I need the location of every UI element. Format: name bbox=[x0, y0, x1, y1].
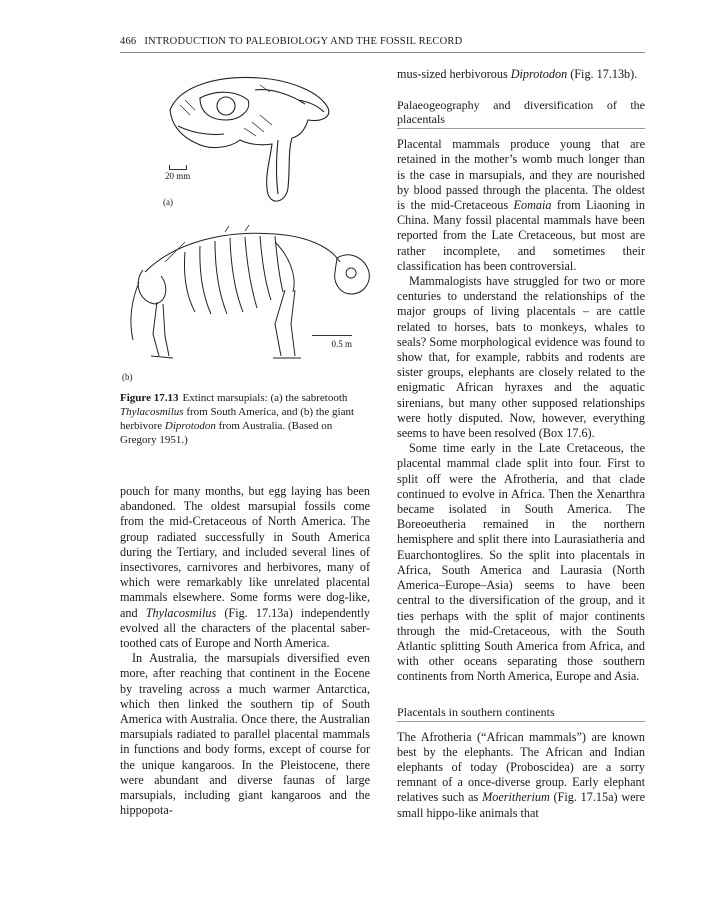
thylacosmilus-skull-illustration bbox=[160, 70, 335, 210]
text-run: (Fig. 17.13a) independently evolved all the characters of the placental saber-toothed cats of Europe and North America. bbox=[120, 605, 370, 651]
scale-bar-b bbox=[312, 335, 352, 349]
diprotodon-skeleton-illustration bbox=[125, 222, 375, 372]
paragraph bbox=[397, 137, 645, 274]
scale-bar-a-line bbox=[169, 165, 187, 170]
figure-panel-label-a: (a) bbox=[163, 197, 173, 207]
scale-bar-b-label: 0.5 m bbox=[331, 339, 352, 349]
text-run: (Fig. 17.13b). bbox=[567, 67, 638, 81]
caption-text-2: from South America, and (b) the giant herbivore bbox=[120, 406, 355, 432]
taxon-name: Diprotodon bbox=[510, 67, 568, 81]
caption-taxon-2: Diprotodon bbox=[164, 420, 216, 432]
text-run: mus-sized herbivorous bbox=[397, 67, 511, 81]
paragraph bbox=[120, 484, 370, 651]
figure-caption-label: Figure 17.13 bbox=[120, 392, 179, 404]
text-run: Placental mammals produce young that are retained in the mother’s womb much longer than is the case in marsupials, and they are nourished by blood passed through the placenta. The oldest is the mid-Cretaceous bbox=[397, 137, 645, 213]
section-heading-placentals-southern: Placentals in southern continents bbox=[397, 705, 645, 722]
taxon-name: Eomaia bbox=[513, 198, 552, 213]
caption-text-1: Extinct marsupials: (a) the sabretooth bbox=[182, 392, 348, 404]
figure-panel-label-b: (b) bbox=[122, 372, 133, 382]
scale-bar-b-line bbox=[312, 335, 352, 336]
scale-bar-a bbox=[165, 165, 190, 181]
left-column bbox=[120, 484, 370, 818]
figure-caption bbox=[120, 391, 370, 447]
right-column bbox=[397, 67, 645, 821]
text-run: (Fig. 17.15a) were small hippo-like animals that bbox=[397, 790, 646, 820]
paragraph: Some time early in the Late Cretaceous, the placental mammal clade split into four. First to split off were the Afrotheria, and that clade continued to evolve in Africa. Then the Xenarthra became isolated in South America. The Boreoeutheria remained in the northern hemisphere and split there into Laurasiatheria and Euarchontoglires. So the split into placentals in Africa, South America and Laurasia (North America–Europe–Asia) seems to have been central to the diversification of the group, and it ties perhaps with the split of major continents through the mid-Cretaceous, with the South Atlantic splitting South America from Africa, and with other oceans separating those southern continents from North America, Europe and Asia. bbox=[397, 441, 645, 684]
taxon-name: Thylacosmilus bbox=[145, 605, 217, 620]
paragraph: In Australia, the marsupials diversified even more, after reaching that continent in the Eocene by traveling across a much warmer Antarctica, which then linked the southern tip of South America with Australia. Once there, the Australian marsupials radiated to parallel placental mammals in functions and body forms, except of course for the unique kangaroos. In the Pleistocene, there were abundant and diverse faunas of large marsupials, including giant kangaroos and the hippopota- bbox=[120, 651, 370, 818]
scale-bar-a-label: 20 mm bbox=[165, 171, 191, 181]
taxon-name: Moeritherium bbox=[482, 790, 550, 805]
text-run: The Afrotheria (“African mammals”) are known best by the elephants. The African and Indian elephants of today (Proboscidea) are a sorry remnant of a once-diverse group. Early elephant relatives such as bbox=[397, 729, 645, 805]
paragraph bbox=[397, 730, 645, 821]
page-number: 466 bbox=[120, 36, 137, 47]
section-heading-palaeogeography: Palaeogeography and diversification of the placentals bbox=[397, 98, 645, 129]
running-title: INTRODUCTION TO PALEOBIOLOGY AND THE FOSSIL RECORD bbox=[144, 36, 463, 47]
running-header bbox=[120, 36, 645, 53]
paragraph bbox=[397, 67, 645, 82]
caption-taxon-1: Thylacosmilus bbox=[120, 406, 184, 418]
text-run: from Liaoning in China. Many fossil placental mammals have been reported from the Late Cretaceous, but most are rather incomplete, and sometimes their classification has been controversial. bbox=[397, 198, 645, 273]
caption-text-3: from Australia. (Based on Gregory 1951.) bbox=[120, 420, 333, 446]
paragraph: Mammalogists have struggled for two or more centuries to understand the relationships of the major groups of living placentals – are cattle related to horses, bats to monkeys, whales to seals? Some morphological evidence was found to show that, for example, rabbits and rodents are sister groups, elephants are closely related to the enigmatic African hyraxes and the aquatic sirenians, but many other supposed relationships were hotly disputed. Now, however, everything seems to have been resolved (Box 17.6). bbox=[397, 274, 645, 441]
text-run: pouch for many months, but egg laying has been abandoned. The oldest marsupial fossils come from the mid-Cretaceous of North America. The group radiated successfully in South America during the Tertiary, and included several lines of insectivores, carnivores and herbivores, many of which were remarkably like unrelated placental mammals elsewhere. Some forms were dog-like, and bbox=[120, 484, 370, 620]
